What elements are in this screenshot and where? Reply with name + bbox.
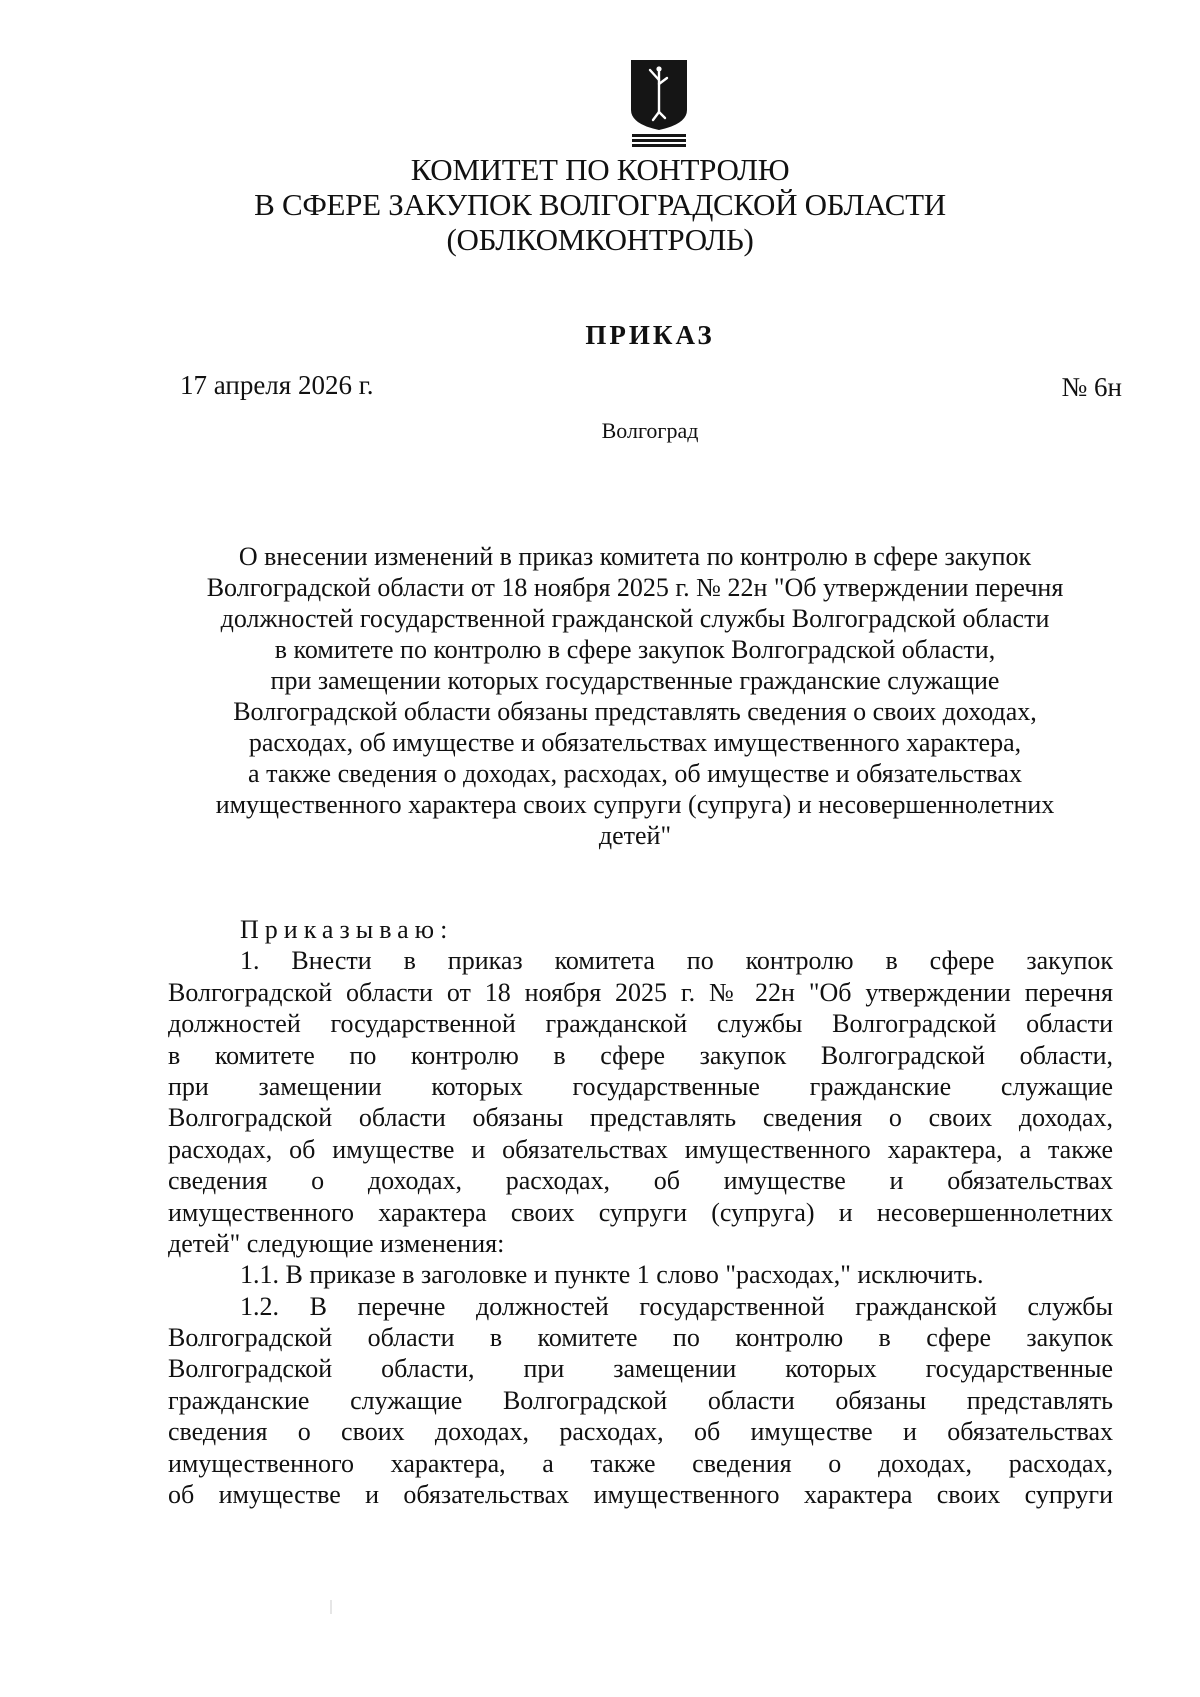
scan-artifact — [330, 1600, 332, 1614]
order-word: Приказываю: — [240, 915, 454, 944]
document-body — [168, 914, 1113, 1510]
paragraph-1-line: имущественного характера своих супруги (супруга) и несовершеннолетних — [168, 1197, 1113, 1227]
paragraph-1-2-line: об имуществе и обязательствах имущественного характера своих супруги — [168, 1480, 1113, 1510]
paragraph-1-line: детей" следующие изменения: — [168, 1228, 505, 1258]
paragraph-1-line: должностей государственной гражданской службы Волгоградской области — [168, 1009, 1113, 1039]
heading-line: имущественного характера своих супруги (супруга) и несовершеннолетних — [215, 790, 1055, 819]
heading-line: детей" — [598, 821, 672, 850]
heading-line: в комитете по контролю в сфере закупок Волгоградской области, — [274, 635, 996, 664]
paragraph-1-line: расходах, об имуществе и обязательствах имущественного характера, а также — [168, 1134, 1113, 1164]
paragraph-1-line: Волгоградской области обязаны представлять сведения о своих доходах, — [168, 1103, 1113, 1133]
organization-name-line: В СФЕРЕ ЗАКУПОК ВОЛГОГРАДСКОЙ ОБЛАСТИ — [254, 187, 946, 222]
paragraph-1-line: Волгоградской области от 18 ноября 2025 г. № 22н "Об утверждении перечня — [168, 977, 1113, 1007]
document-type: ПРИКАЗ — [585, 320, 715, 350]
paragraph-1-2-line: Волгоградской области в комитете по контролю в сфере закупок — [168, 1323, 1113, 1353]
heading-line: Волгоградской области от 18 ноября 2025 г. № 22н "Об утверждении перечня — [206, 573, 1064, 602]
heading-line: должностей государственной гражданской службы Волгоградской области — [220, 604, 1050, 633]
paragraph-1-2-line: сведения о своих доходах, расходах, об имуществе и обязательствах — [168, 1417, 1113, 1447]
paragraph-1-2-line: Волгоградской области, при замещении которых государственные — [168, 1354, 1113, 1384]
heading-line: расходах, об имуществе и обязательствах имущественного характера, — [248, 728, 1022, 757]
coat-of-arms-icon — [628, 58, 690, 148]
document-date: 17 апреля 2026 г. — [180, 370, 374, 400]
organization-name — [200, 152, 1000, 257]
document-city: Волгоград — [601, 418, 699, 443]
paragraph-1-line: сведения о доходах, расходах, об имуществе и обязательствах — [168, 1166, 1113, 1196]
paragraph-1-2-line: имущественного характера, а также сведения о доходах, расходах, — [168, 1448, 1113, 1478]
paragraph-1-line: в комитете по контролю в сфере закупок Волгоградской области, — [168, 1040, 1113, 1070]
paragraph-1-line: при замещении которых государственные гражданские служащие — [168, 1071, 1113, 1101]
document-heading — [150, 541, 1120, 851]
heading-line: при замещении которых государственные гражданские служащие — [270, 666, 1000, 695]
paragraph-1-2-line: 1.2. В перечне должностей государственной гражданской службы — [240, 1291, 1113, 1321]
organization-name-line: КОМИТЕТ ПО КОНТРОЛЮ — [410, 152, 790, 187]
organization-name-line: (ОБЛКОМКОНТРОЛЬ) — [446, 222, 754, 257]
document-number: № 6н — [1061, 372, 1122, 402]
heading-line: О внесении изменений в приказ комитета по контролю в сфере закупок — [238, 542, 1032, 571]
paragraph-1-1: 1.1. В приказе в заголовке и пункте 1 слово "расходах," исключить. — [240, 1260, 984, 1290]
paragraph-1-line: 1. Внести в приказ комитета по контролю в сфере закупок — [240, 946, 1113, 976]
heading-line: Волгоградской области обязаны представлять сведения о своих доходах, — [233, 697, 1037, 726]
paragraph-1-2-line: гражданские служащие Волгоградской области обязаны представлять — [168, 1385, 1113, 1415]
heading-line: а также сведения о доходах, расходах, об имуществе и обязательствах — [248, 759, 1022, 788]
